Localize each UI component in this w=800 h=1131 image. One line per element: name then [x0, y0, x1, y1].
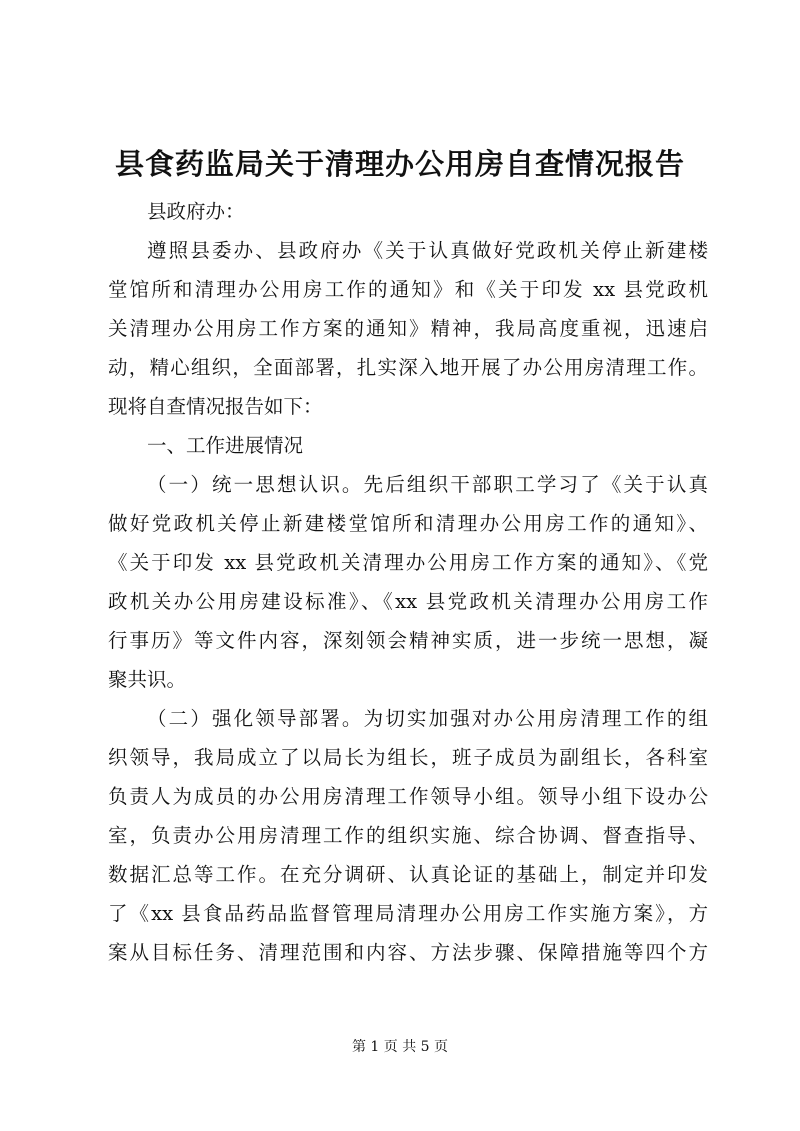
paragraph-line: 现将自查情况报告如下：: [108, 395, 323, 418]
paragraph-line: 遵照县委办、县政府办《关于认真做好党政机关停止新建楼: [147, 239, 708, 262]
paragraph-line: 行事历》等文件内容，深刻领会精神实质，进一步统一思想，凝: [108, 629, 708, 652]
salutation-line: 县政府办：: [147, 200, 245, 223]
paragraph-line: （一）统一思想认识。先后组织干部职工学习了《关于认真: [147, 473, 708, 496]
paragraph-line: 聚共识。: [108, 668, 187, 691]
section-heading: 一、工作进展情况: [147, 434, 304, 457]
paragraph-line: 负责人为成员的办公用房清理工作领导小组。领导小组下设办公: [108, 785, 708, 808]
paragraph-line: 了《xx 县食品药品监督管理局清理办公用房工作实施方案》，方: [108, 902, 708, 925]
paragraph-line: 室，负责办公用房清理工作的组织实施、综合协调、督查指导、: [108, 824, 708, 847]
page-number-footer: 第 1 页 共 5 页: [351, 1039, 449, 1055]
paragraph-line: 做好党政机关停止新建楼堂馆所和清理办公用房工作的通知》、: [108, 512, 708, 535]
paragraph-line: 《关于印发 xx 县党政机关清理办公用房工作方案的通知》、《党: [108, 551, 708, 574]
paragraph-line: 动，精心组织，全面部署，扎实深入地开展了办公用房清理工作。: [108, 356, 708, 379]
paragraph-line: 数据汇总等工作。在充分调研、认真论证的基础上，制定并印发: [108, 863, 708, 886]
paragraph-line: （二）强化领导部署。为切实加强对办公用房清理工作的组: [147, 707, 708, 730]
paragraph-line: 政机关办公用房建设标准》、《xx 县党政机关清理办公用房工作: [108, 590, 708, 613]
paragraph-line: 案从目标任务、清理范围和内容、方法步骤、保障措施等四个方: [108, 941, 708, 964]
document-title: 县食药监局关于清理办公用房自查情况报告: [114, 147, 685, 181]
paragraph-line: 关清理办公用房工作方案的通知》精神，我局高度重视，迅速启: [108, 317, 708, 340]
paragraph-line: 堂馆所和清理办公用房工作的通知》和《关于印发 xx 县党政机: [108, 278, 708, 301]
document-body: [108, 192, 708, 972]
paragraph-line: 织领导，我局成立了以局长为组长，班子成员为副组长，各科室: [108, 746, 708, 769]
